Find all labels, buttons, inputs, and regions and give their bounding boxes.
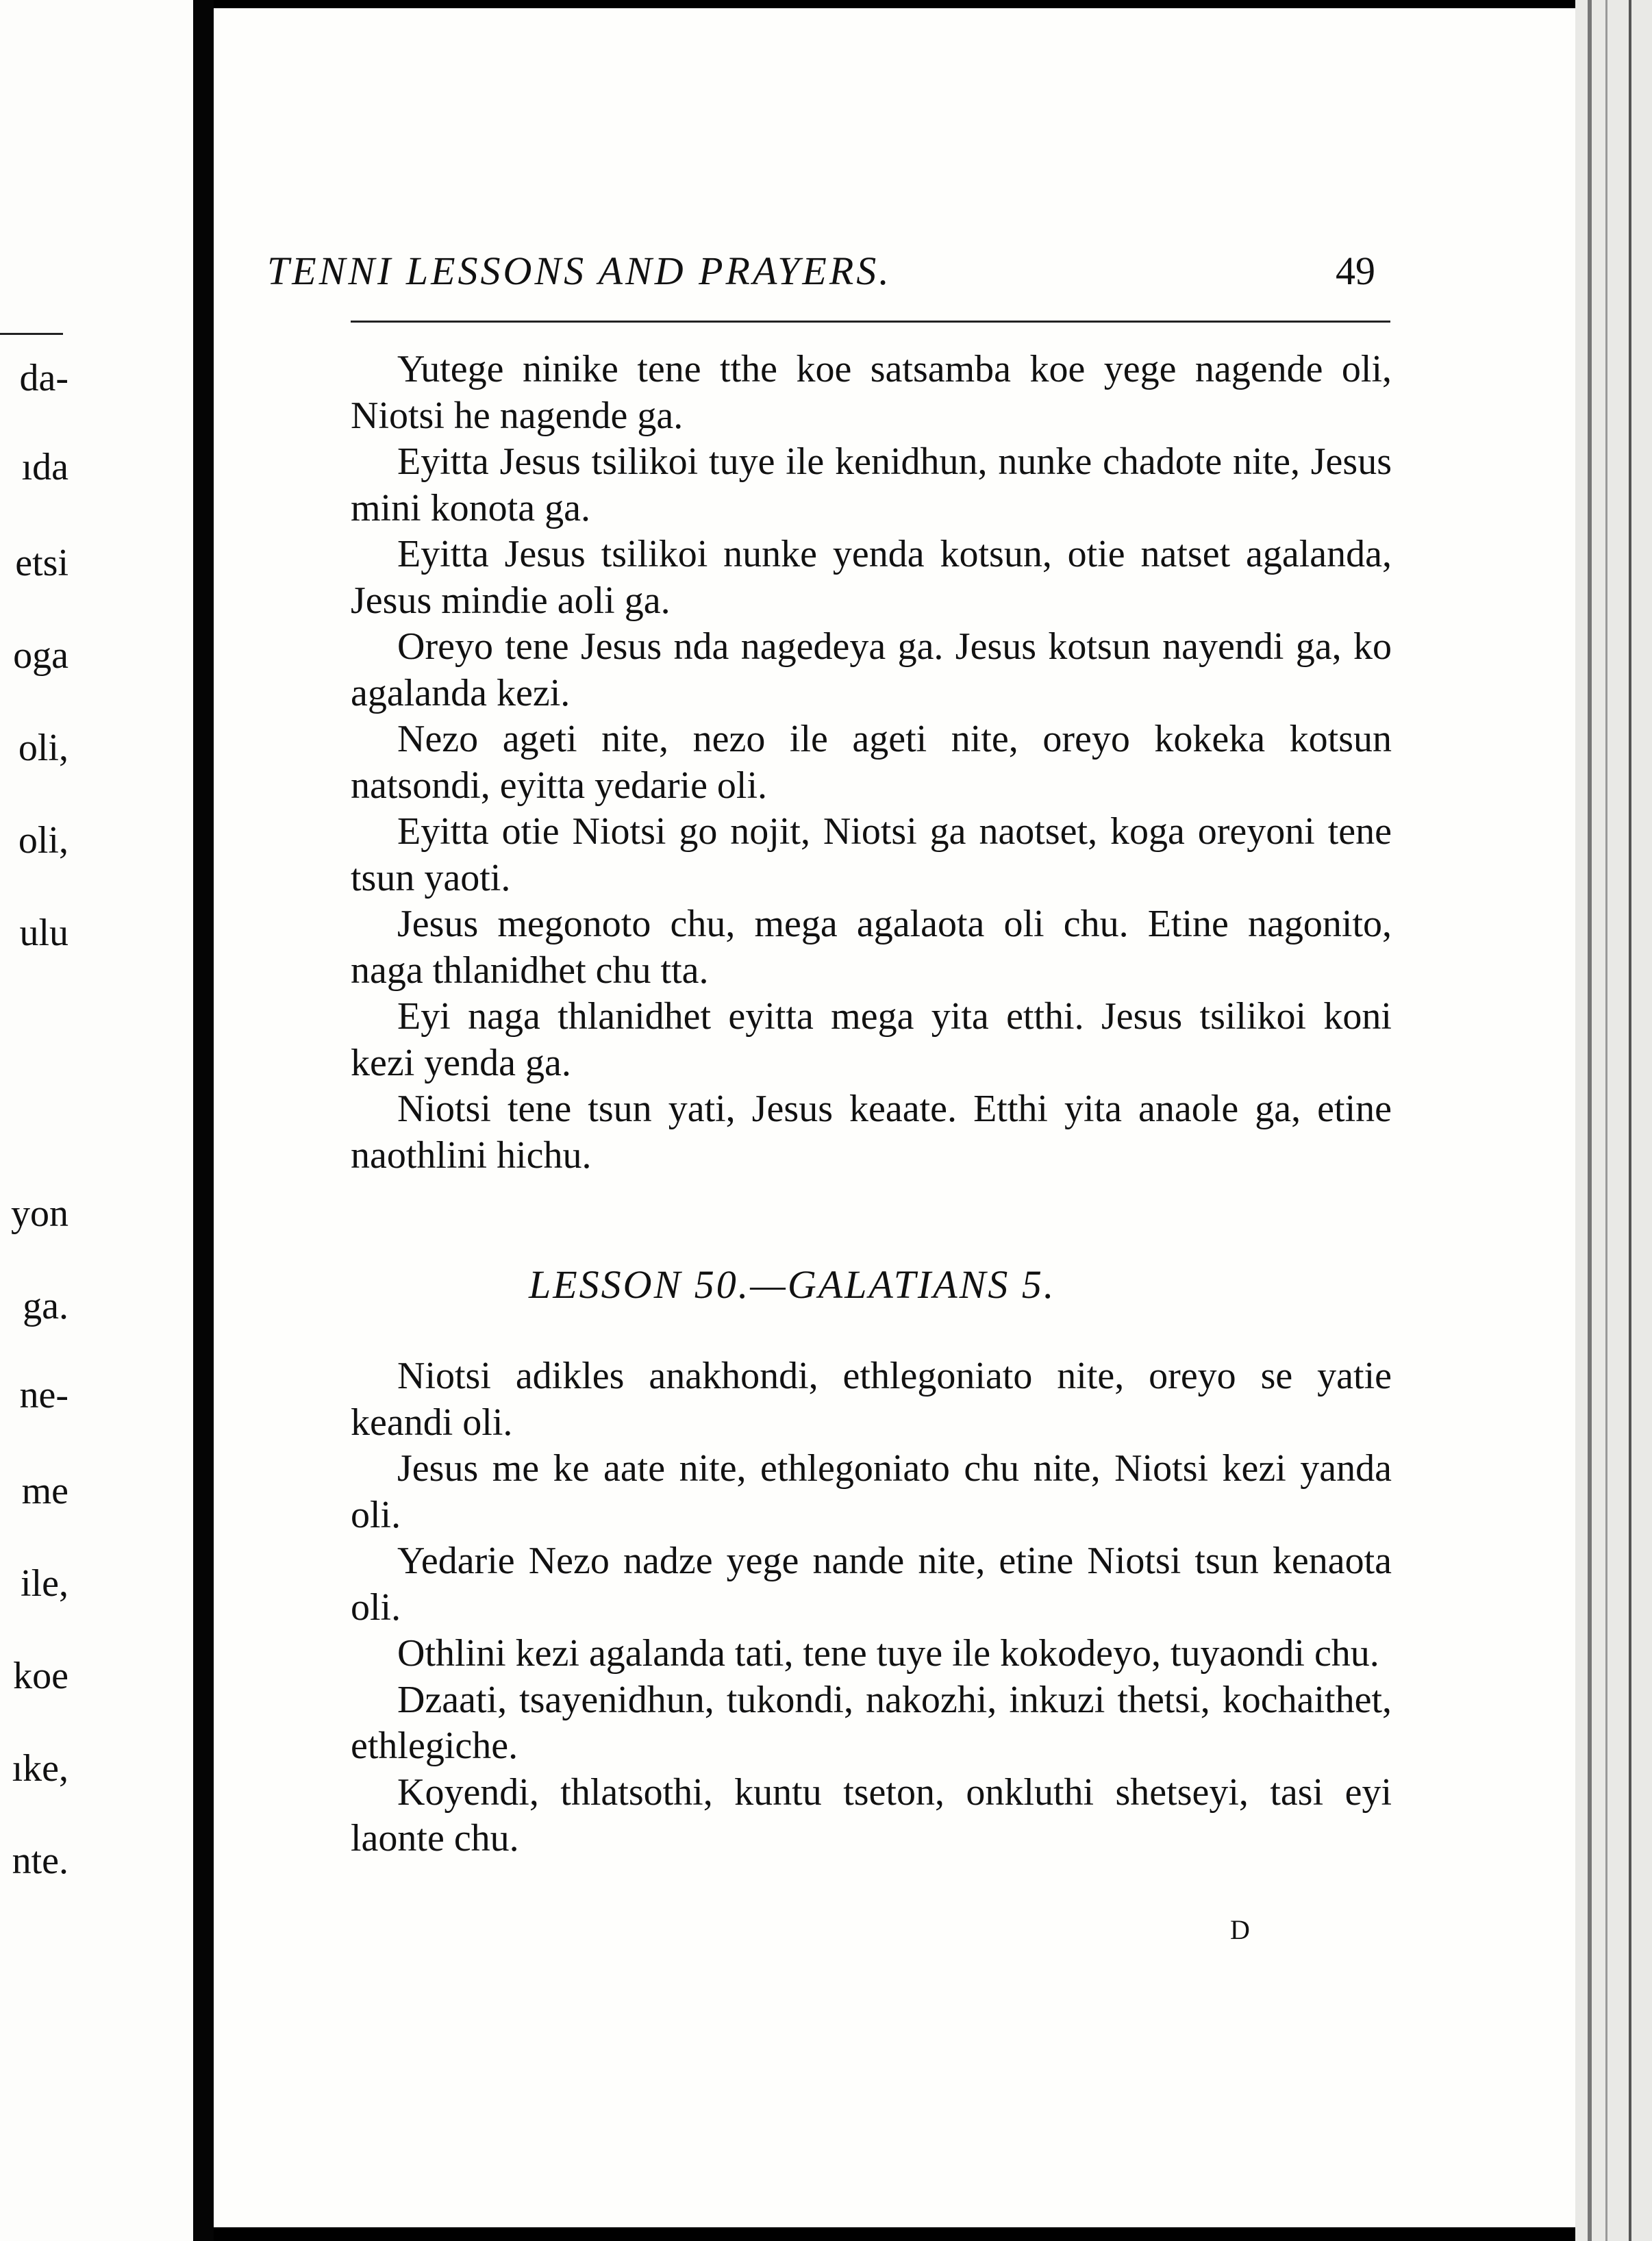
left-page-fragment: yon	[11, 1192, 68, 1235]
left-page-fragment: ulu	[19, 912, 68, 954]
left-page-fragment: me	[21, 1470, 68, 1512]
left-page-fragment: ga.	[23, 1285, 68, 1327]
paragraph: Dzaati, tsayenidhun, tukondi, nakozhi, inkuzi thetsi, kochaithet, ethlegiche.	[351, 1678, 1392, 1767]
left-page-fragment: oli,	[18, 727, 68, 769]
paragraph: Eyitta otie Niotsi go nojit, Niotsi ga naotset, koga oreyoni tene tsun yaoti.	[351, 810, 1392, 899]
left-page-fragment: ne-	[19, 1374, 68, 1416]
page-edge-line	[1605, 0, 1607, 2241]
paragraph: Jesus me ke aate nite, ethlegoniato chu nite, Niotsi kezi yanda oli.	[351, 1447, 1392, 1536]
left-page-rule	[0, 333, 63, 335]
left-page-fragment: oga	[13, 634, 68, 677]
paragraph: Othlini kezi agalanda tati, tene tuye ile kokodeyo, tuyaondi chu.	[397, 1632, 1379, 1675]
page-edge-line	[1588, 0, 1592, 2241]
left-page-fragment: ıke,	[12, 1747, 68, 1790]
paragraph: Eyi naga thlanidhet eyitta mega yita etthi. Jesus tsilikoi koni kezi yenda ga.	[351, 995, 1392, 1084]
left-page-fragment: nte.	[12, 1840, 68, 1882]
left-page-fragment: ile,	[21, 1562, 68, 1605]
signature-mark: D	[1230, 1914, 1250, 1945]
running-head: TENNI LESSONS AND PRAYERS.	[267, 249, 892, 293]
book-gutter	[193, 0, 214, 2241]
paragraph: Niotsi adikles anakhondi, ethlegoniato nite, oreyo se yatie keandi oli.	[351, 1355, 1392, 1444]
lesson-heading: LESSON 50.—GALATIANS 5.	[529, 1262, 1056, 1307]
body-text-section-1	[351, 347, 1392, 1179]
paragraph: Yutege ninike tene tthe koe satsamba koe yege nagende oli, Niotsi he nagende ga.	[351, 348, 1392, 437]
paragraph: Koyendi, thlatsothi, kuntu tseton, onkluthi shetseyi, tasi eyi laonte chu.	[351, 1770, 1392, 1860]
paragraph: Nezo ageti nite, nezo ile ageti nite, oreyo kokeka kotsun natsondi, eyitta yedarie oli.	[351, 718, 1392, 807]
page-edge-line	[1629, 0, 1631, 2241]
paragraph: Niotsi tene tsun yati, Jesus keaate. Etthi yita anaole ga, etine naothlini hichu.	[351, 1088, 1392, 1177]
left-page-fragment: da-	[19, 357, 68, 399]
page-edge	[1575, 0, 1652, 2241]
paragraph: Yedarie Nezo nadze yege nande nite, etine Niotsi tsun kenaota oli.	[351, 1540, 1392, 1629]
paragraph: Eyitta Jesus tsilikoi tuye ile kenidhun, nunke chadote nite, Jesus mini konota ga.	[351, 440, 1392, 529]
body-text-section-2	[351, 1353, 1392, 1862]
page-number: 49	[1336, 249, 1375, 293]
header-rule	[351, 321, 1390, 323]
left-page-fragment: koe	[13, 1655, 68, 1697]
paragraph: Oreyo tene Jesus nda nagedeya ga. Jesus kotsun nayendi ga, ko agalanda kezi.	[351, 625, 1392, 714]
paragraph: Jesus megonoto chu, mega agalaota oli chu. Etine nagonito, naga thlanidhet chu tta.	[351, 903, 1392, 992]
left-page-fragment: etsi	[15, 542, 68, 584]
left-page-fragment: ıda	[21, 446, 68, 488]
left-page-fragment: oli,	[18, 819, 68, 862]
left-facing-page	[0, 0, 193, 2241]
paragraph: Eyitta Jesus tsilikoi nunke yenda kotsun, otie natset agalanda, Jesus mindie aoli ga.	[351, 533, 1392, 622]
